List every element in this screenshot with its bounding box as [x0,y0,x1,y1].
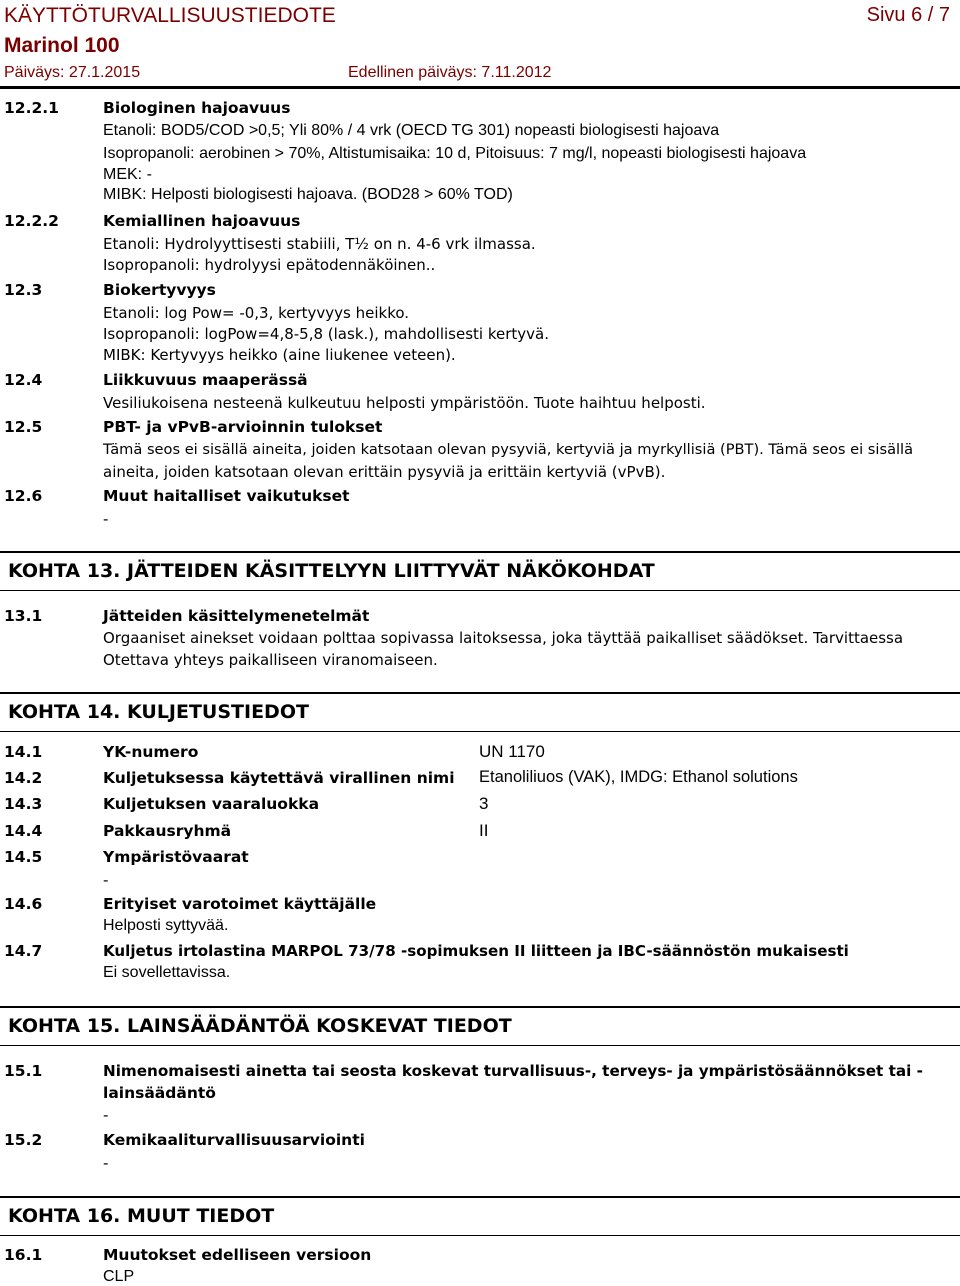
section-number: 14.3 [4,795,43,813]
subsection-value: II [479,821,489,840]
section-number: 12.2.1 [4,99,59,117]
section-number: 12.6 [4,487,43,505]
subsection-text: Helposti syttyvää. [103,917,229,934]
subsection-value: Etanoliliuos (VAK), IMDG: Ethanol solutions [479,768,798,786]
subsection-text: Ei sovellettavissa. [103,964,231,981]
subsection-text: MIBK: Helposti biologisesti hajoava. (BOD28 > 60% TOD) [103,186,513,203]
subsection-text: - [103,1106,109,1124]
section-number: 14.5 [4,848,43,866]
subsection-title: Kuljetus irtolastina MARPOL 73/78 -sopimuksen II liitteen ja IBC-säännöstön mukaisesti [103,942,849,960]
section-heading: KOHTA 14. KULJETUSTIEDOT [8,701,309,723]
subsection-title: Muutokset edelliseen versioon [103,1246,372,1264]
section-number: 14.4 [4,822,43,840]
subsection-title: Liikkuvuus maaperässä [103,371,308,389]
subsection-title: Kemikaaliturvallisuusarviointi [103,1131,365,1149]
section-number: 14.1 [4,743,43,761]
subsection-text: Orgaaniset ainekset voidaan polttaa sopivassa laitoksessa, joka täyttää paikalliset säädökset. Tarvittaessa [103,629,904,647]
subsection-title: Erityiset varotoimet käyttäjälle [103,895,377,913]
subsection-title: PBT- ja vPvB-arvioinnin tulokset [103,418,383,436]
subsection-text: Vesiliukoisena nesteenä kulkeutuu helposti ympäristöön. Tuote haihtuu helposti. [103,394,706,412]
section-number: 15.1 [4,1062,43,1080]
previous-date: Edellinen päiväys: 7.11.2012 [348,64,552,81]
subsection-title: YK-numero [103,743,199,761]
header-divider [0,86,960,89]
section-heading-box [0,1006,960,1046]
subsection-title: Kuljetuksessa käytettävä virallinen nimi [103,769,455,787]
section-number: 12.5 [4,418,43,436]
section-number: 15.2 [4,1131,43,1149]
subsection-text: Etanoli: log Pow= -0,3, kertyvyys heikko. [103,304,410,322]
subsection-text: Isopropanoli: logPow=4,8-5,8 (lask.), mahdollisesti kertyvä. [103,325,549,343]
subsection-text: aineita, joiden katsotaan olevan erittäin pysyviä ja erittäin kertyviä (vPvB). [103,463,666,481]
section-number: 14.7 [4,942,43,960]
section-heading: KOHTA 16. MUUT TIEDOT [8,1205,275,1227]
page-number: Sivu 6 / 7 [866,4,950,26]
subsection-text: Tämä seos ei sisällä aineita, joiden katsotaan olevan pysyviä, kertyviä ja myrkyllisiä (PBT). Tämä seos ei sisällä [103,441,914,458]
subsection-title: Pakkausryhmä [103,822,232,840]
section-heading-box [0,692,960,732]
subsection-title: Biologinen hajoavuus [103,99,291,117]
subsection-title: Muut haitalliset vaikutukset [103,487,350,505]
section-number: 14.2 [4,769,43,787]
subsection-title: Ympäristövaarat [103,848,249,866]
section-number: 14.6 [4,895,43,913]
section-heading-box [0,551,960,591]
subsection-value: 3 [479,794,489,813]
section-number: 12.3 [4,281,43,299]
subsection-title: lainsäädäntö [103,1084,216,1102]
section-heading-box [0,1196,960,1236]
section-heading: KOHTA 13. JÄTTEIDEN KÄSITTELYYN LIITTYVÄT NÄKÖKOHDAT [8,560,655,582]
subsection-value: UN 1170 [479,742,545,761]
document-title: KÄYTTÖTURVALLISUUSTIEDOTE [4,4,336,27]
subsection-text: Isopropanoli: hydrolyysi epätodennäköinen.. [103,256,436,274]
subsection-title: Nimenomaisesti ainetta tai seosta koskevat turvallisuus-, terveys- ja ympäristösäännökset tai - [103,1062,923,1080]
section-number: 13.1 [4,607,43,625]
section-number: 12.4 [4,371,43,389]
product-name: Marinol 100 [4,34,120,57]
subsection-title: Kuljetuksen vaaraluokka [103,795,320,813]
subsection-text: - [103,510,109,528]
subsection-title: Biokertyvyys [103,281,216,299]
subsection-text: Etanoli: Hydrolyyttisesti stabiili, T½ on n. 4-6 vrk ilmassa. [103,235,536,253]
issue-date: Päiväys: 27.1.2015 [4,64,141,81]
subsection-text: Etanoli: BOD5/COD >0,5; Yli 80% / 4 vrk (OECD TG 301) nopeasti biologisesti hajoava [103,122,720,139]
subsection-text: - [103,1154,109,1172]
section-number: 12.2.2 [4,212,59,230]
subsection-text: Isopropanoli: aerobinen > 70%, Altistumisaika: 10 d, Pitoisuus: 7 mg/l, nopeasti biologisesti hajoava [103,145,807,162]
subsection-title: Kemiallinen hajoavuus [103,212,301,230]
subsection-text: - [103,871,109,889]
subsection-title: Jätteiden käsittelymenetelmät [103,607,370,625]
subsection-text: MIBK: Kertyvyys heikko (aine liukenee veteen). [103,346,456,364]
subsection-text: CLP [103,1268,135,1285]
subsection-text: Otettava yhteys paikalliseen viranomaiseen. [103,651,438,669]
section-number: 16.1 [4,1246,43,1264]
subsection-text: MEK: - [103,166,152,183]
section-heading: KOHTA 15. LAINSÄÄDÄNTÖÄ KOSKEVAT TIEDOT [8,1015,512,1037]
